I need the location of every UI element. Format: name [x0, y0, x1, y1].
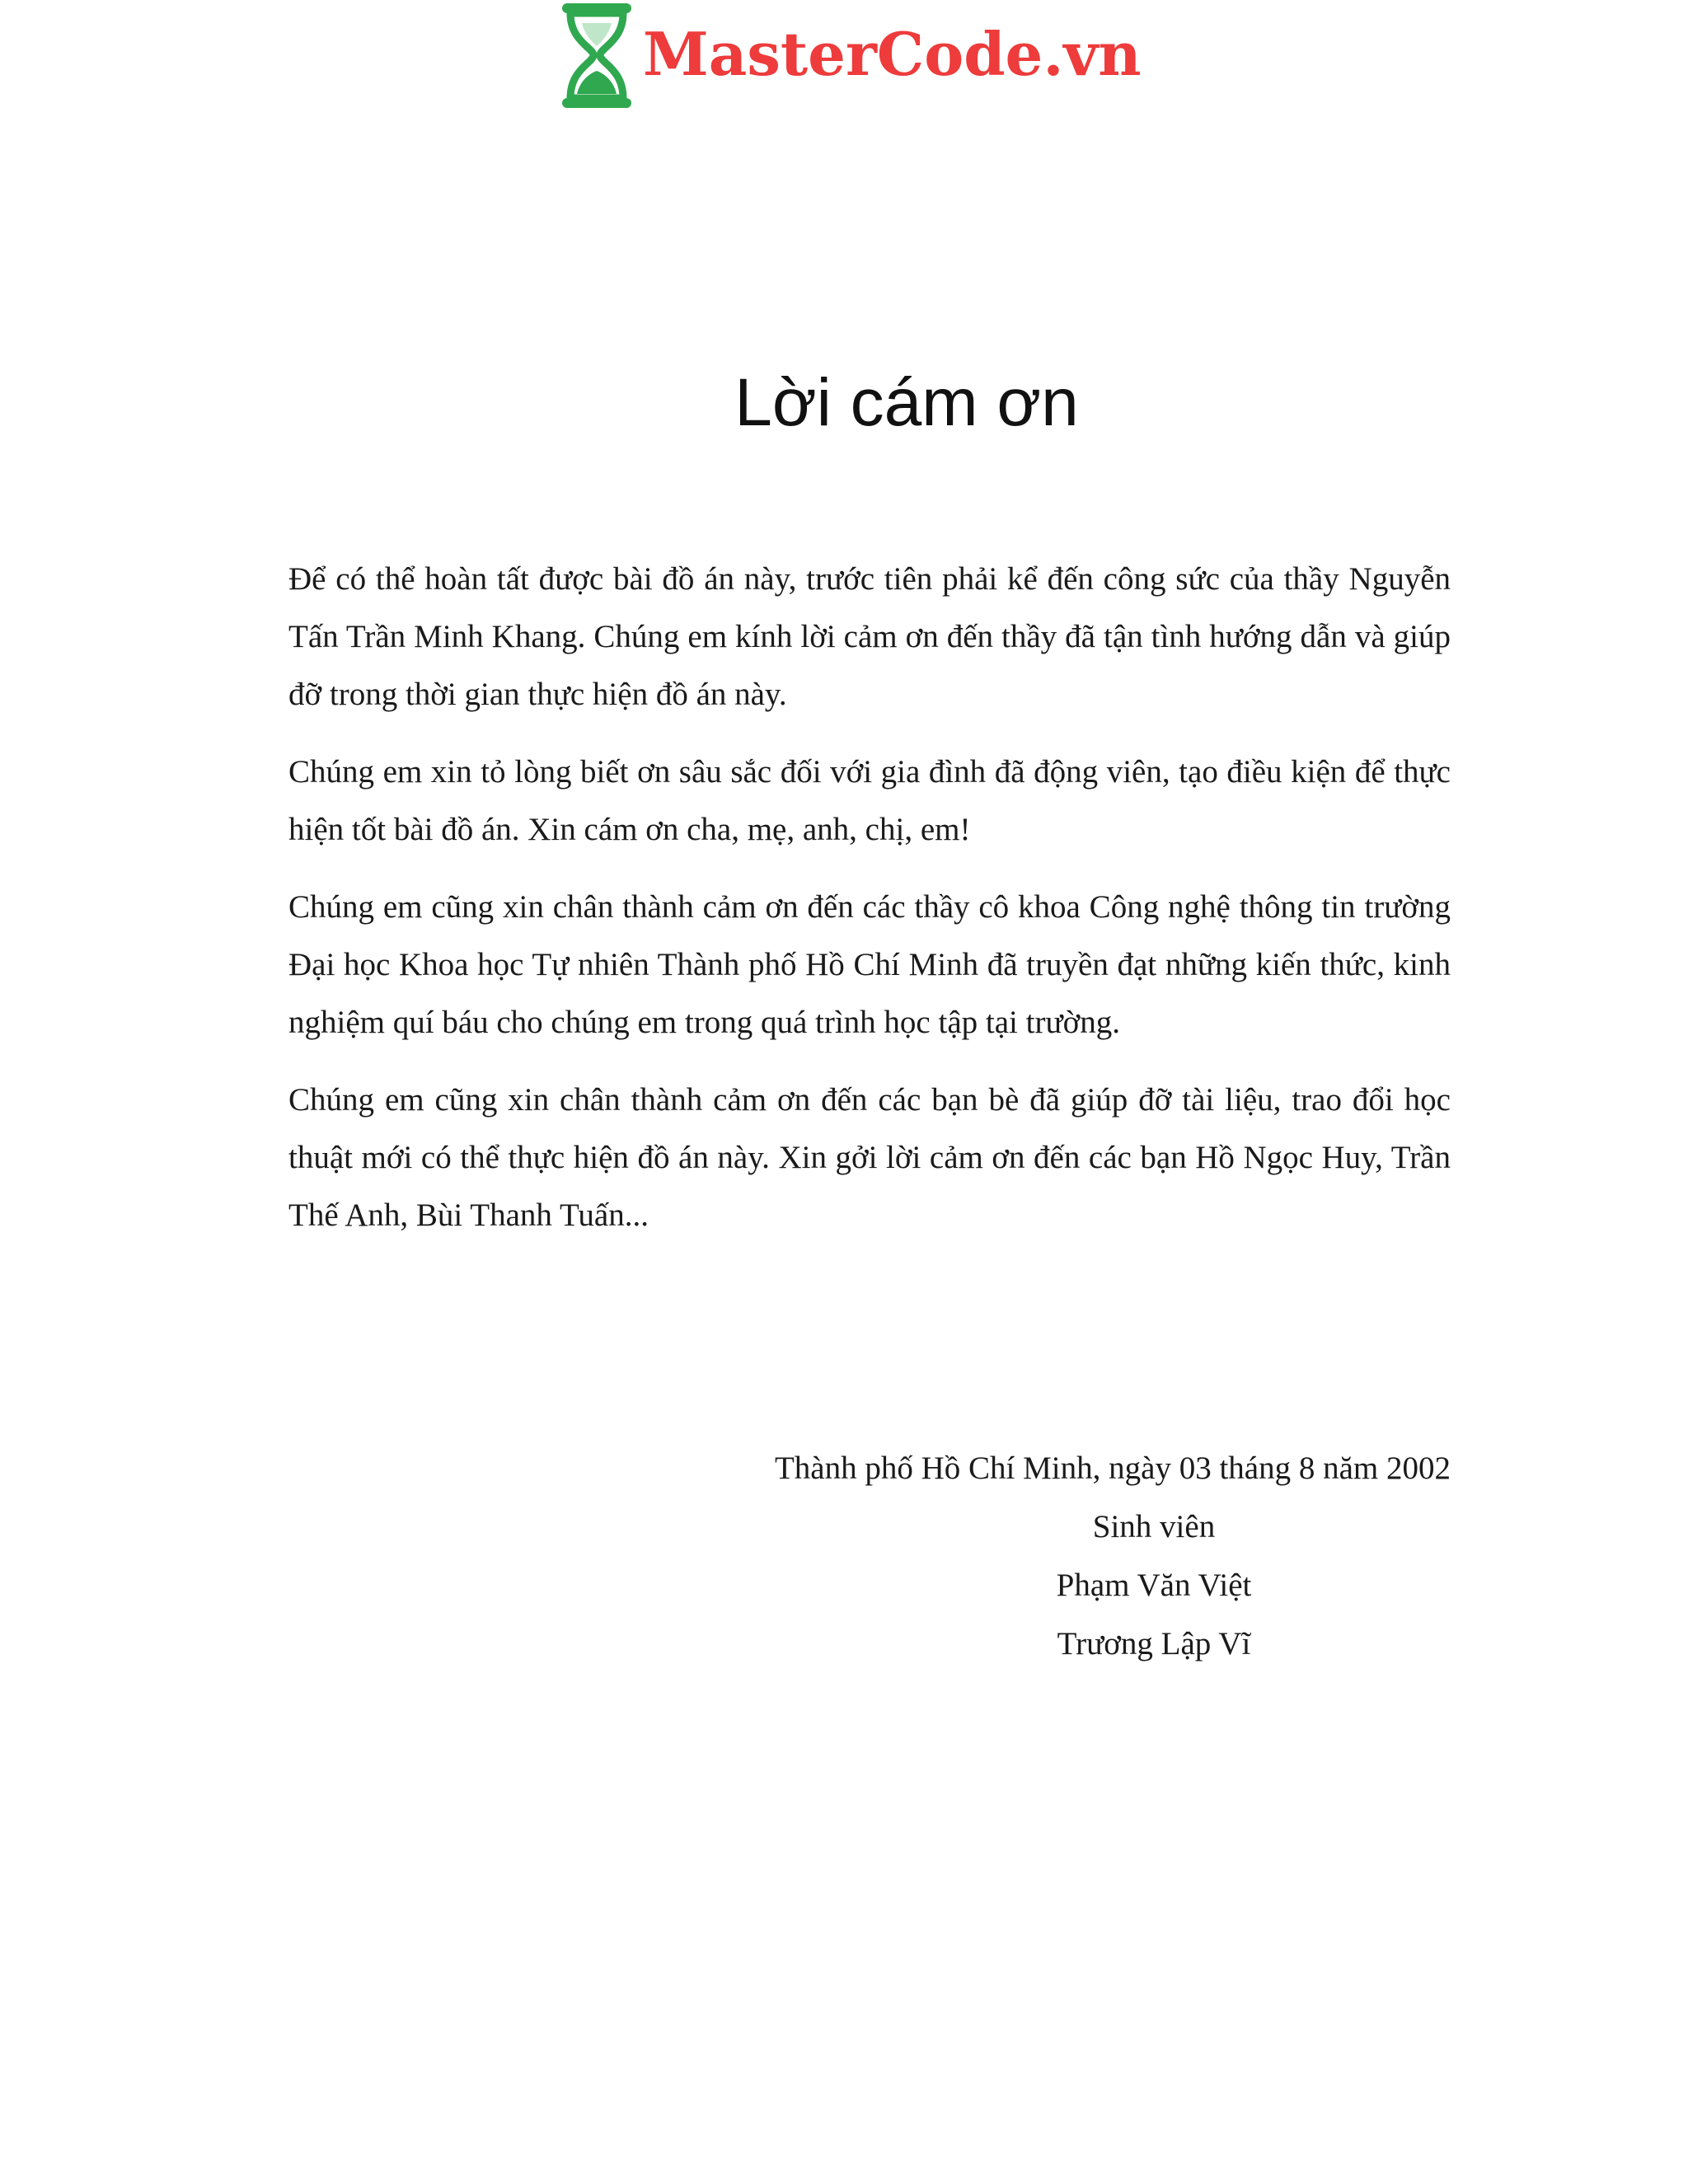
- paragraph: Chúng em cũng xin chân thành cảm ơn đến các bạn bè đã giúp đỡ tài liệu, trao đổi học thuật mới có thể thực hiện đồ án này. Xin gởi lời cảm ơn đến các bạn Hồ Ngọc Huy, Trần Thế Anh, Bùi Thanh Tuấn...: [288, 1082, 1451, 1233]
- page-title: Lời cám ơn: [734, 365, 1079, 440]
- signature-block: [742, 1439, 1451, 1673]
- signer-name: Trương Lập Vĩ: [1057, 1626, 1251, 1661]
- signer-role: Sinh viên: [1092, 1509, 1216, 1544]
- logo-text: MasterCode.vn: [643, 18, 1142, 89]
- paragraph: Chúng em xin tỏ lòng biết ơn sâu sắc đối với gia đình đã động viên, tạo điều kiện để thực hiện tốt bài đồ án. Xin cám ơn cha, mẹ, anh, chị, em!: [288, 754, 1451, 847]
- signer-name: Phạm Văn Việt: [1056, 1568, 1252, 1603]
- paragraph: Để có thể hoàn tất được bài đồ án này, trước tiên phải kể đến công sức của thầy Nguyễn Tấn Trần Minh Khang. Chúng em kính lời cảm ơn đến thầy đã tận tình hướng dẫn và giúp đỡ trong thời gian thực hiện đồ án này.: [288, 561, 1451, 712]
- acknowledgement-body: [288, 551, 1451, 1264]
- mastercode-logo: [557, 0, 1142, 111]
- hourglass-icon: [557, 0, 636, 111]
- paragraph: Chúng em cũng xin chân thành cảm ơn đến các thầy cô khoa Công nghệ thông tin trường Đại học Khoa học Tự nhiên Thành phố Hồ Chí Minh đã truyền đạt những kiến thức, kinh nghiệm quí báu cho chúng em trong quá trình học tập tại trường.: [288, 889, 1451, 1040]
- place-date: Thành phố Hồ Chí Minh, ngày 03 tháng 8 năm 2002: [774, 1451, 1451, 1486]
